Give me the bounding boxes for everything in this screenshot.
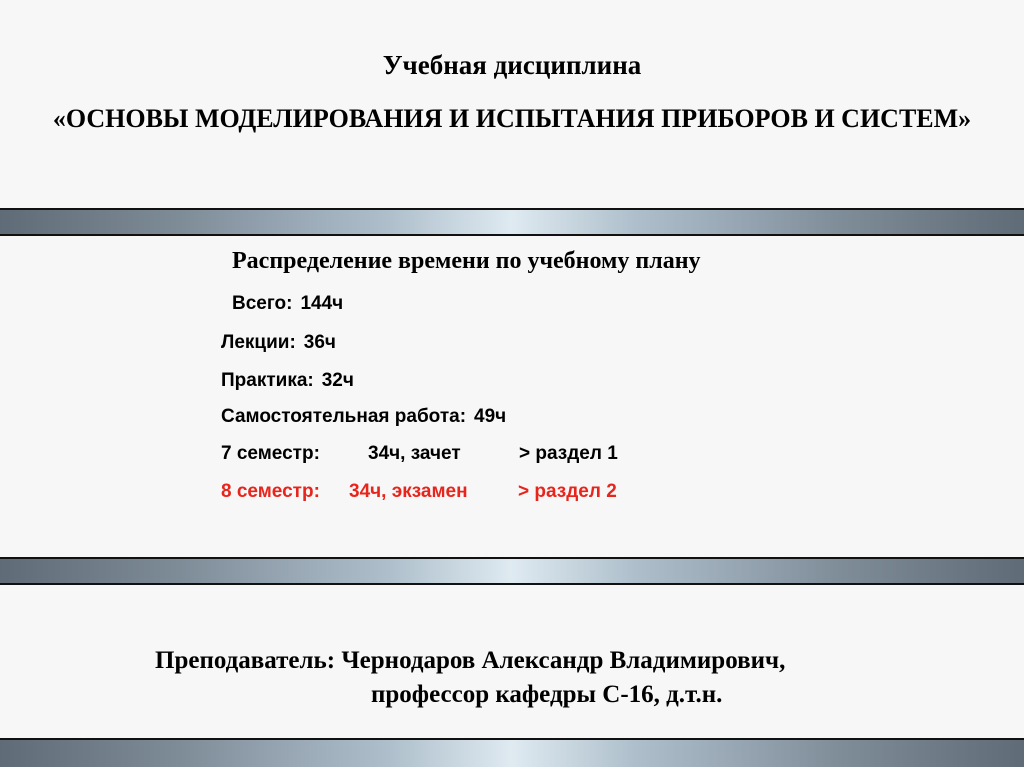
practice-row (221, 370, 354, 392)
divider-bar-top (0, 208, 1024, 236)
total-hours-row (232, 293, 343, 315)
course-label: Учебная дисциплина (382, 50, 642, 80)
divider-bar-bottom (0, 738, 1024, 767)
semester-8-label: 8 семестр: (221, 481, 320, 502)
teacher-name: Преподаватель: Чернодаров Александр Владимирович, (155, 647, 786, 674)
semester-7-row (221, 443, 661, 469)
practice-value: 32ч (321, 370, 354, 391)
semester-7-section: > раздел 1 (519, 443, 618, 464)
divider-bar-middle (0, 557, 1024, 585)
self-work-label: Самостоятельная работа: (221, 406, 467, 427)
total-hours-label: Всего: (232, 293, 293, 314)
practice-label: Практика: (221, 370, 314, 391)
plan-heading: Распределение времени по учебному плану (232, 248, 701, 274)
lectures-label: Лекции: (221, 332, 296, 353)
semester-8-row (221, 481, 661, 507)
lectures-value: 36ч (303, 332, 336, 353)
semester-7-hours: 34ч, зачет (368, 443, 461, 464)
semester-8-section: > раздел 2 (518, 481, 617, 502)
course-title: «ОСНОВЫ МОДЕЛИРОВАНИЯ И ИСПЫТАНИЯ ПРИБОРОВ И СИСТЕМ» (52, 104, 972, 133)
semester-7-label: 7 семестр: (221, 443, 320, 464)
semester-8-hours: 34ч, экзамен (349, 481, 468, 502)
self-work-row (221, 406, 506, 428)
total-hours-value: 144ч (300, 293, 344, 314)
self-work-value: 49ч (474, 406, 507, 427)
teacher-position: профессор кафедры С-16, д.т.н. (371, 681, 723, 708)
lectures-row (221, 332, 336, 354)
